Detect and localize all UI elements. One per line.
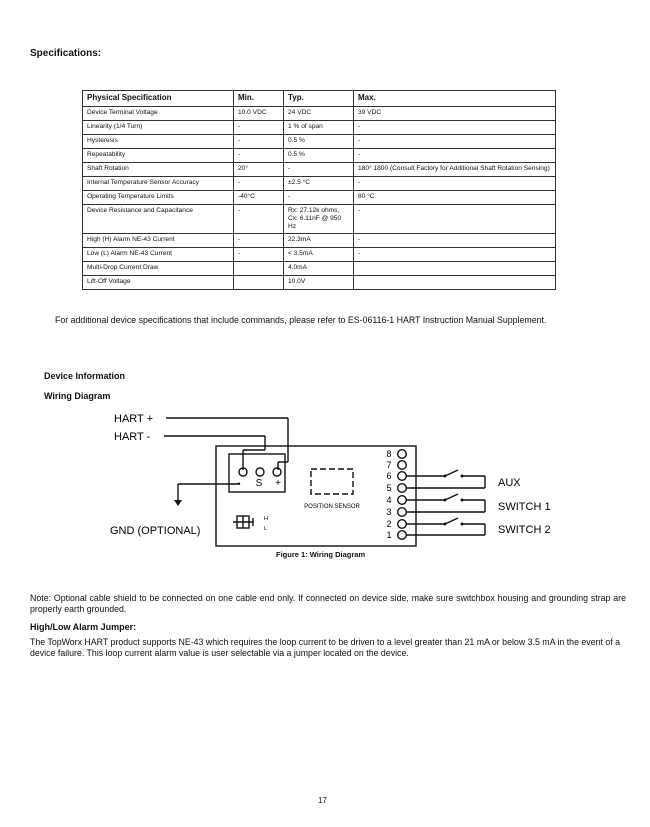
table-cell: 10.0V (284, 275, 354, 289)
terminal-number-8: 8 (386, 449, 392, 459)
jumper-l-label: L (264, 526, 268, 532)
table-cell: - (354, 149, 556, 163)
table-cell: 20° (234, 163, 284, 177)
table-header-cell: Typ. (284, 91, 354, 107)
switch2-label: SWITCH 2 (498, 524, 551, 536)
table-cell: - (354, 121, 556, 135)
table-row (83, 163, 556, 177)
table-row (83, 275, 556, 289)
table-header-cell: Min. (234, 91, 284, 107)
table-cell: - (234, 149, 284, 163)
table-cell: -40°C (234, 191, 284, 205)
table-cell: Multi-Drop Current Draw (83, 261, 234, 275)
table-row (83, 121, 556, 135)
table-row (83, 261, 556, 275)
table-cell: Operating Temperature Limits (83, 191, 234, 205)
alarm-jumper-text: The TopWorx HART product supports NE-43 which requires the loop current to be driven to a level greater than 21 mA or below 3.5 mA in the event of a device failure. This loop current alarm value is user selectable via a jumper located on the device. (30, 637, 621, 658)
table-cell: - (354, 233, 556, 247)
gnd-label: GND (OPTIONAL) (110, 525, 201, 537)
terminal-number-5: 5 (386, 483, 392, 493)
table-cell: - (234, 121, 284, 135)
terminal-number-1: 1 (386, 530, 392, 540)
terminal-s-label: S (255, 478, 263, 489)
terminal-minus-label: - (237, 478, 241, 489)
table-cell: 4.0mA (284, 261, 354, 275)
table-cell: - (234, 247, 284, 261)
position-sensor-box (311, 469, 353, 494)
spec-reference-note: For additional device specifications that include commands, please refer to ES-06116-1 HART Instruction Manual Supplement. (55, 315, 547, 325)
figure-caption: Figure 1: Wiring Diagram (276, 550, 366, 559)
table-row (83, 107, 556, 121)
table-cell: 22.3mA (284, 233, 354, 247)
table-cell: 180° 1800 (Consult Factory for Additional Shaft Rotation Sensing) (354, 163, 556, 177)
alarm-jumper-heading: High/Low Alarm Jumper: (30, 622, 137, 632)
table-cell: 0.5 % (284, 135, 354, 149)
specifications-heading: Specifications: (30, 48, 102, 59)
table-cell: 24 VDC (284, 107, 354, 121)
terminal-number-6: 6 (386, 471, 392, 481)
table-cell: Device Terminal Voltage (83, 107, 234, 121)
table-row (83, 149, 556, 163)
table-header-row (83, 91, 556, 107)
aux-label: AUX (498, 477, 521, 489)
table-row (83, 247, 556, 261)
table-cell: Device Resistance and Capacitance (83, 205, 234, 234)
table-cell: - (354, 177, 556, 191)
table-cell: - (354, 135, 556, 149)
table-cell (234, 261, 284, 275)
table-cell: Rx: 27.12k ohms, Cx: 6.11nF @ 950 Hz (284, 205, 354, 234)
table-cell: High (H) Alarm NE-43 Current (83, 233, 234, 247)
hart-minus-label: HART - (114, 431, 151, 443)
table-cell: Shaft Rotation (83, 163, 234, 177)
table-cell: - (234, 135, 284, 149)
wiring-diagram (100, 404, 580, 552)
table-cell: Repeatability (83, 149, 234, 163)
jumper-h-label: H (264, 516, 268, 522)
table-cell: Internal Temperature Sensor Accuracy (83, 177, 234, 191)
table-cell: - (234, 205, 284, 234)
specifications-table (82, 90, 556, 290)
device-info-heading: Device Information (44, 371, 126, 381)
table-cell: - (234, 233, 284, 247)
table-row (83, 191, 556, 205)
terminal-plus-label: + (275, 478, 281, 489)
wiring-diagram-heading: Wiring Diagram (44, 391, 111, 401)
table-row (83, 135, 556, 149)
table-header-cell: Physical Specification (83, 91, 234, 107)
table-cell (354, 275, 556, 289)
table-cell (354, 261, 556, 275)
position-sensor-label: POSITION SENSOR (304, 504, 360, 510)
table-cell: 1 % of span (284, 121, 354, 135)
table-cell (234, 275, 284, 289)
page-number: 17 (318, 796, 327, 805)
hart-plus-label: HART + (114, 413, 154, 425)
table-cell: Linearity (1/4 Turn) (83, 121, 234, 135)
table-row (83, 233, 556, 247)
terminal-number-3: 3 (386, 507, 392, 517)
terminal-number-7: 7 (386, 460, 392, 470)
table-cell: - (284, 191, 354, 205)
table-cell: 10.0 VDC (234, 107, 284, 121)
table-cell: - (354, 247, 556, 261)
table-row (83, 205, 556, 234)
terminal-number-4: 4 (386, 495, 392, 505)
terminal-number-2: 2 (386, 519, 392, 529)
table-header-cell: Max. (354, 91, 556, 107)
switch1-label: SWITCH 1 (498, 501, 551, 513)
table-cell: < 3.5mA (284, 247, 354, 261)
table-cell: - (354, 205, 556, 234)
table-cell: 39 VDC (354, 107, 556, 121)
table-cell: - (234, 177, 284, 191)
table-cell: 0.5 % (284, 149, 354, 163)
table-row (83, 177, 556, 191)
table-cell: - (284, 163, 354, 177)
shield-note: Note: Optional cable shield to be connected on one cable end only. If connected on device side, make sure switchbox housing and grounding strap are properly earth grounded. (30, 593, 626, 614)
table-cell: 80 °C (354, 191, 556, 205)
table-cell: Hysteresis (83, 135, 234, 149)
table-cell: ±2.5 °C (284, 177, 354, 191)
table-cell: Lift-Off Voltage (83, 275, 234, 289)
ground-arrow-icon (174, 500, 182, 506)
table-cell: Low (L) Alarm NE-43 Current (83, 247, 234, 261)
